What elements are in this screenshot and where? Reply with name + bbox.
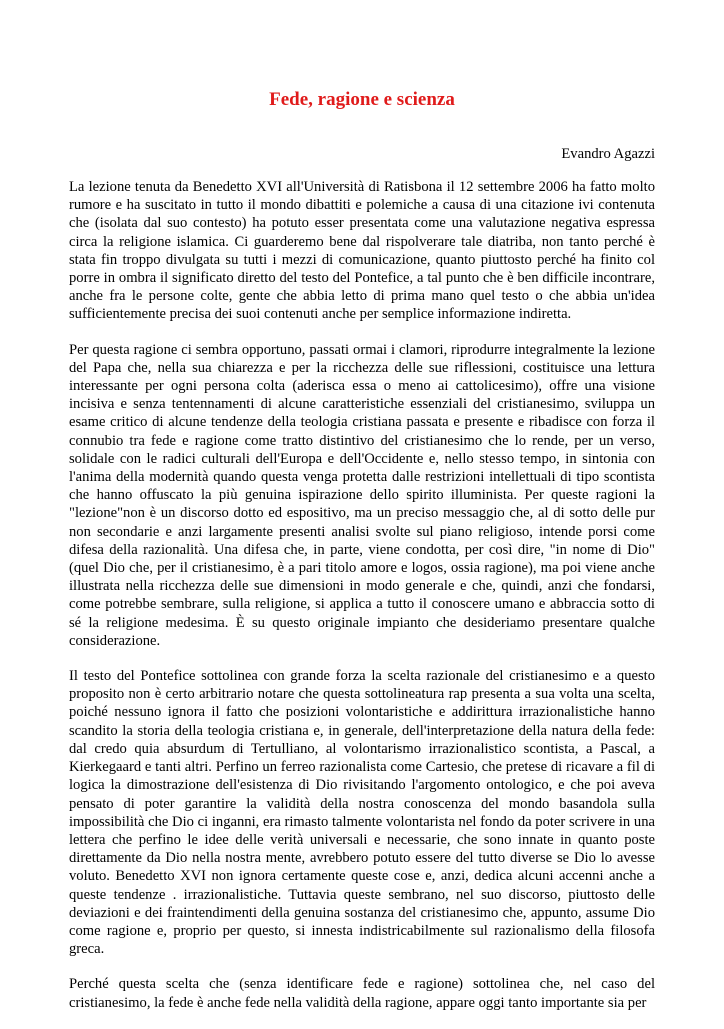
paragraph-4: Perché questa scelta che (senza identificare fede e ragione) sottolinea che, nel caso del cristianesimo, la fede è anche fede nella validità della ragione, appare oggi tanto importante sia per (69, 976, 655, 1011)
paragraph-2: Per questa ragione ci sembra opportuno, passati ormai i clamori, riprodurre integralmente la lezione del Papa che, nella sua chiarezza e per la ricchezza delle sue riflessioni, costituisce una lettura interessante per ogni persona colta (aderisca essa o meno ai cattolicesimo), offre una visione incisiva e senza tentennamenti di alcune caratteristiche essenziali del cristianesimo, sviluppa un esame critico di alcune tendenze della teologia cristiana passata e presente e ribadisce con forza il connubio tra fede e ragione come tratto distintivo del cristianesimo che lo rende, per un verso, solidale con le radici culturali dell'Europa e dell'Occidente e, nello stesso tempo, in sintonia con l'anima della modernità quando questa venga protetta dalle restrizioni intellettuali di tipo scontista che hanno offuscato la più genuina ispirazione dello spirito illuminista. Per queste ragioni la "lezione"non è un discorso dotto ed espositivo, ma un preciso messaggio che, al di sotto delle pur non secondarie e anzi largamente presenti analisi svolte sul piano religioso, intende porsi come difesa della razionalità. Una difesa che, in parte, viene condotta, per così dire, "in nome di Dio" (quel Dio che, per il cristianesimo, è a pari titolo amore e logos, ossia ragione), ma poi viene anche illustrata nella ricchezza delle sue dimensioni in modo generale e che, quindi, anzi che fondarsi, come potrebbe sembrare, sulla religione, si applica a tutto il conoscere umano e abbraccia sotto di sé la religione medesima. È su questo originale impianto che desideriamo presentare qualche considerazione. (69, 341, 655, 649)
paragraph-1: La lezione tenuta da Benedetto XVI all'Università di Ratisbona il 12 settembre 2006 ha fatto molto rumore e ha suscitato in tutto il mondo dibattiti e polemiche a causa di una citazione ivi contenuta che (isolata dal suo contesto) ha potuto esser presentata come una valutazione negativa espressa circa la religione islamica. Ci guarderemo bene dal rispolverare tale diatriba, non tanto perché è stata fin troppo divulgata su tutti i mezzi di comunicazione, quanto piuttosto perché ha finito col porre in ombra il significato diretto del testo del Pontefice, a tal punto che è ben difficile incontrare, anche fra le persone colte, gente che abbia letto di prima mano quel testo o che abbia un'idea sufficientemente precisa dei suoi contenuti anche per semplice informazione indiretta. (69, 179, 655, 323)
author-name: Evandro Agazzi (561, 146, 655, 162)
paragraph-3: Il testo del Pontefice sottolinea con grande forza la scelta razionale del cristianesimo e a questo proposito non è certo arbitrario notare che questa sottolineatura rap presenta a sua volta una scelta, poiché nessuno ignora il fatto che posizioni volontaristiche e addirittura irrazionalistiche hanno scandito la storia della teologia cristiana e, in generale, dell'interpretazione della natura della fede: dal credo quia absurdum di Tertulliano, al volontarismo irrazionalistico scontista, a Pascal, a Kierkegaard e tanti altri. Perfino un ferreo razionalista come Cartesio, che pretese di ricavare a fil di logica la dimostrazione dell'esistenza di Dio rivisitando l'argomento ontologico, e che poi aveva pensato di poter garantire la validità della nostra conoscenza del mondo basandola sulla impossibilità che Dio ci inganni, era rimasto talmente volontarista nel fondo da poter scrivere in una lettera che perfino le idee delle verità universali e necessarie, che sono innate in quanto poste direttamente da Dio nella nostra mente, avrebbero potuto essere del tutto diverse se Dio lo avesse voluto. Benedetto XVI non ignora certamente queste cose e, anzi, dedica alcuni accenni anche a queste tendenze . irrazionalistiche. Tuttavia queste sembrano, nel suo discorso, piuttosto delle deviazioni e dei fraintendimenti della genuina sostanza del cristianesimo che, appunto, assume Dio come ragione e, proprio per questo, si innesta indistricabilmente sul razionalismo della filosofa greca. (69, 668, 655, 958)
document-title: Fede, ragione e scienza (269, 89, 455, 110)
document-body (69, 178, 655, 1029)
